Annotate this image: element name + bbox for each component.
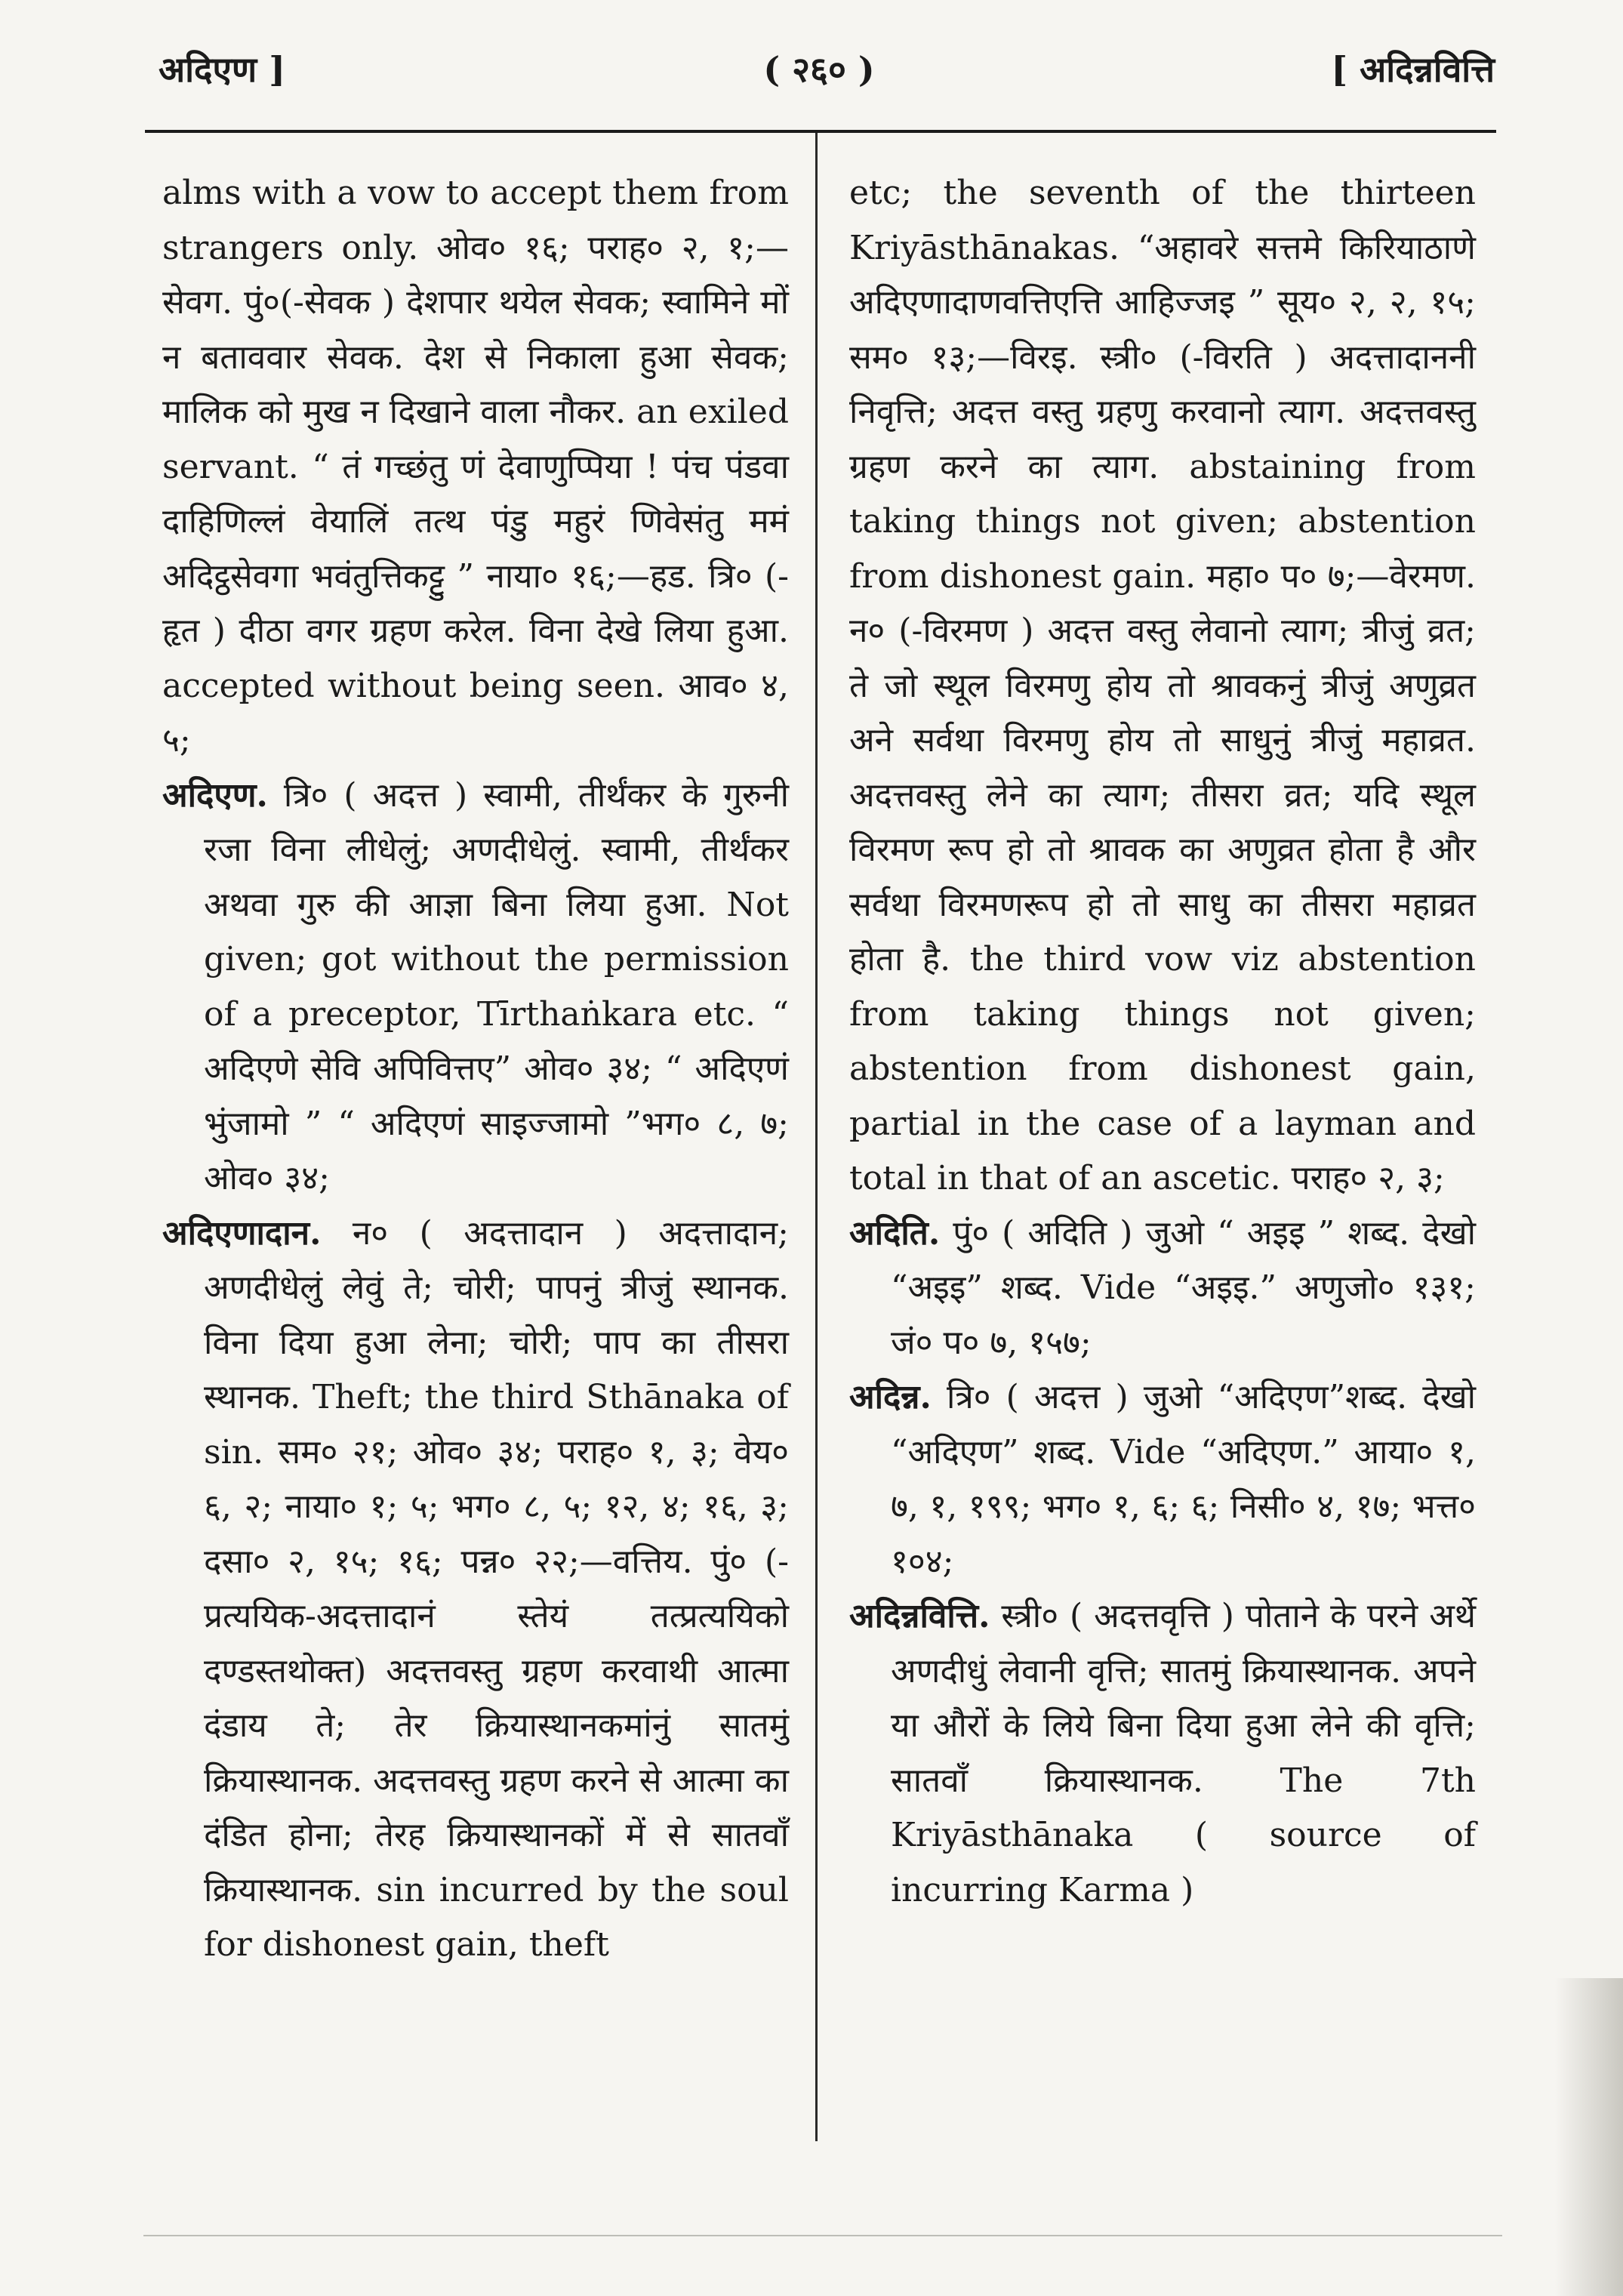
right-continuation-text: etc; the seventh of the thirteen Kriyāsthānakas. “अहावरे सत्तमे किरियाठाणे अदिएणादाणवत्तिएत्ति आहिज्जइ ” सूय० २, २, १५; सम० १३;—विरइ. स्त्री० (-विरति ) अदत्तादाननी निवृत्ति; अदत्त वस्तु ग्रहणु करवानो त्याग. अदत्तवस्तु ग्रहण करने का त्याग. abstaining from taking things not given; abstention from dishonest gain. महा० प० ७;—वेरमण. न० (-विरमण ) अदत्त वस्तु लेवानो त्याग; त्रीजुं व्रत; ते जो स्थूल विरमणु होय तो श्रावकनुं त्रीजुं अणुव्रत अने सर्वथा विरमणु होय तो साधुनुं त्रीजुं महाव्रत. अदत्तवस्तु लेने का त्याग; तीसरा व्रत; यदि स्थूल विरमण रूप हो तो श्रावक का अणुव्रत होता है और सर्वथा विरमणरूप हो तो साधु का तीसरा महाव्रत होता है. the third vow viz abstention from taking things not given; abstention from dishonest gain, partial in the case of a layman and total in that of an ascetic. पराह० २, ३; bbox=[849, 174, 1476, 1197]
entry-headword: अदिएण. bbox=[162, 775, 268, 815]
left-continuation-text: alms with a vow to accept them from strangers only. ओव० १६; पराह० २, १;—सेवग. पुं०(-सेवक ) देशपार थयेल सेवक; स्वामिने मों न बताववार सेवक. देश से निकाला हुआ सेवक; मालिक को मुख न दिखाने वाला नौकर. an exiled servant. “ तं गच्छंतु णं देवाणुप्पिया ! पंच पंडवा दाहिणिल्लं वेयालिं तत्थ पंडु महुरं णिवेसंतु ममं अदिट्ठसेवगा भवंतुत्तिकट्टु ” नाया० १६;—हड. त्रि० (-हृत ) दीठा वगर ग्रहण करेल. विना देखे लिया हुआ. accepted without being seen. आव० ४, ५; bbox=[162, 174, 789, 760]
entry-headword: अदिएणादान. bbox=[162, 1213, 322, 1253]
entry-body: पुं० ( अदिति ) जुओ “ अइइ ” शब्द. देखो “अइइ” शब्द. Vide “अइइ.” अणुजो० १३१; जं० प० ७, १५७; bbox=[891, 1213, 1476, 1362]
dictionary-entry bbox=[849, 1207, 1476, 1371]
dictionary-entry bbox=[849, 1370, 1476, 1589]
header-rule bbox=[145, 130, 1496, 133]
entry-body: न० ( अदत्तादान ) अदत्तादान; अणदीधेलुं लेवुं ते; चोरी; पापनुं त्रीजुं स्थानक. विना दिया हुआ लेना; चोरी; पाप का तीसरा स्थानक. Theft; the third Sthānaka of sin. सम० २१; ओव० ३४; पराह० १, ३; वेय० ६, २; नाया० १; ५; भग० ८, ५; १२, ४; १६, ३; दसा० २, १५; १६; पन्न० २२;—वत्तिय. पुं० (-प्रत्ययिक-अदत्तादानं स्तेयं तत्प्रत्ययिको दण्डस्तथोक्त) अदत्तवस्तु ग्रहण करवाथी आत्मा दंडाय ते; तेर क्रियास्थानकमांनुं सातमुं क्रियास्थानक. अदत्तवस्तु ग्रहण करने से आत्मा का दंडित होना; तेरह क्रियास्थानकों में से सातवाँ क्रियास्थानक. sin incurred by the soul for dishonest gain, theft bbox=[204, 1213, 789, 1964]
right-column bbox=[849, 166, 1476, 1918]
page-number: ( २६० ) bbox=[763, 49, 875, 90]
entry-headword: अदिन्नवित्ति. bbox=[849, 1597, 990, 1635]
entry-headword: अदिति. bbox=[849, 1213, 941, 1253]
entry-body: त्रि० ( अदत्त ) जुओ “अदिएण”शब्द. देखो “अदिएण” शब्द. Vide “अदिएण.” आया० १, ७, १, १९९; भग० १, ६; ६; निसी० ४, १७; भत्त० १०४; bbox=[891, 1378, 1476, 1581]
entry-headword: अदिन्न. bbox=[849, 1378, 932, 1416]
header-left-guide-word: अदिएण ] bbox=[159, 49, 285, 90]
dictionary-entry bbox=[162, 769, 789, 1207]
page-edge-shadow bbox=[1555, 1978, 1623, 2296]
entry-body: स्त्री० ( अदत्तवृत्ति ) पोताने के परने अर्थे अणदीधुं लेवानी वृत्ति; सातमुं क्रियास्थानक. अपने या औरों के लिये बिना दिया हुआ लेने की वृत्ति; सातवाँ क्रियास्थानक. The 7th Kriyāsthānaka ( source of incurring Karma ) bbox=[891, 1597, 1476, 1909]
dictionary-entry bbox=[162, 1207, 789, 1973]
header-right-guide-word: [ अदिन्नवित्ति bbox=[1331, 49, 1495, 90]
column-divider bbox=[815, 133, 818, 2141]
page-header bbox=[143, 30, 1495, 113]
entry-body: त्रि० ( अदत्त ) स्वामी, तीर्थंकर के गुरुनी रजा विना लीधेलुं; अणदीधेलुं. स्वामी, तीर्थंकर अथवा गुरु की आज्ञा बिना लिया हुआ. Not given; got without the permission of a preceptor, Tīrthaṅkara etc. “ अदिएणे सेवि अपिवित्तए” ओव० ३४; “ अदिएणं भुंजामो ” “ अदिएणं साइज्जामो ”भग० ८, ७; ओव० ३४; bbox=[204, 775, 789, 1197]
left-column bbox=[162, 166, 789, 1973]
dictionary-entry bbox=[849, 1589, 1476, 1918]
bottom-rule bbox=[143, 2235, 1502, 2236]
